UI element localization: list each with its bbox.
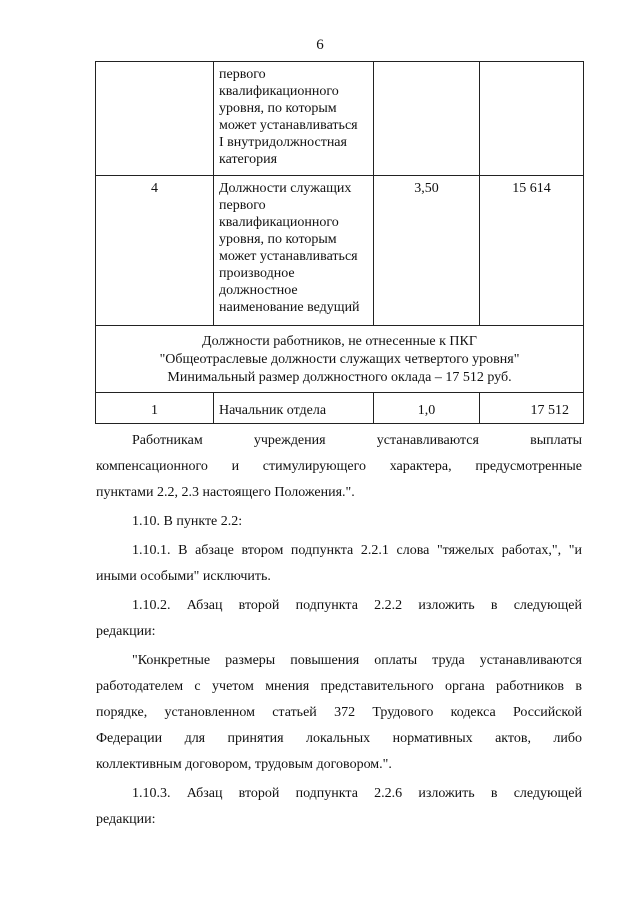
paragraph-line: "Конкретные размеры повышения оплаты труда устанавливаются: [132, 653, 582, 668]
cell-line: должностное: [219, 283, 298, 298]
table-row: [96, 176, 584, 326]
paragraph-line: пунктами 2.2, 2.3 настоящего Положения.".: [96, 485, 355, 500]
paragraph-line: 1.10. В пункте 2.2:: [132, 514, 243, 529]
paragraph-line: иными особыми" исключить.: [96, 569, 271, 584]
cell-line: Должности служащих: [219, 181, 352, 196]
cell-number: 4: [96, 176, 214, 326]
paragraph-line: порядке, установленном статьей 372 Трудового кодекса Российской: [96, 705, 582, 720]
paragraph-line: редакции:: [96, 812, 156, 827]
cell-line: производное: [219, 266, 295, 281]
cell-line: наименование ведущий: [219, 300, 360, 315]
cell-coefficient: 3,50: [374, 176, 480, 326]
cell-line: первого: [219, 67, 266, 82]
paragraph-line: 1.10.1. В абзаце втором подпункта 2.2.1 слова "тяжелых работах,", "и: [132, 543, 582, 558]
cell-line: первого: [219, 198, 266, 213]
cell-line: I внутридолжностная: [219, 135, 347, 150]
cell-line: может устанавливаться: [219, 249, 358, 264]
cell-line: уровня, по которым: [219, 232, 337, 247]
table-row: [96, 62, 584, 176]
cell-position: [214, 62, 374, 176]
document-body: [96, 428, 582, 833]
cell-line: может устанавливаться: [219, 118, 358, 133]
group-title: Должности работников, не отнесенные к ПКГ: [202, 334, 477, 349]
cell-number: 1: [96, 393, 214, 424]
table-row: [96, 393, 584, 424]
cell-position: [214, 176, 374, 326]
paragraph-line: компенсационного и стимулирующего характера, предусмотренные: [96, 459, 582, 474]
paragraph-line: работодателем с учетом мнения представительного органа работников в: [96, 679, 582, 694]
group-header: [96, 326, 584, 393]
paragraph-line: коллективным договором, трудовым договором.".: [96, 757, 392, 772]
cell-salary: 17 512: [480, 393, 584, 424]
group-name: "Общеотраслевые должности служащих четвертого уровня": [159, 352, 520, 367]
paragraph-line: Работникам учреждения устанавливаются выплаты: [132, 433, 582, 448]
cell-line: категория: [219, 152, 278, 167]
paragraph-line: 1.10.2. Абзац второй подпункта 2.2.2 изложить в следующей: [132, 598, 582, 613]
cell-line: квалификационного: [219, 215, 339, 230]
group-min-salary: Минимальный размер должностного оклада – 17 512 руб.: [167, 370, 512, 385]
page-number: 6: [316, 37, 324, 53]
paragraph-line: 1.10.3. Абзац второй подпункта 2.2.6 изложить в следующей: [132, 786, 582, 801]
cell-salary: 15 614: [480, 176, 584, 326]
cell-coefficient: 1,0: [374, 393, 480, 424]
cell-salary: [480, 62, 584, 176]
cell-coefficient: [374, 62, 480, 176]
paragraph-line: редакции:: [96, 624, 156, 639]
cell-number: [96, 62, 214, 176]
cell-position: Начальник отдела: [214, 393, 374, 424]
paragraph-line: Федерации для принятия локальных нормативных актов, либо: [96, 731, 582, 746]
table-group-row: [96, 326, 584, 393]
cell-line: квалификационного: [219, 84, 339, 99]
cell-line: уровня, по которым: [219, 101, 337, 116]
salary-table: [95, 61, 584, 424]
